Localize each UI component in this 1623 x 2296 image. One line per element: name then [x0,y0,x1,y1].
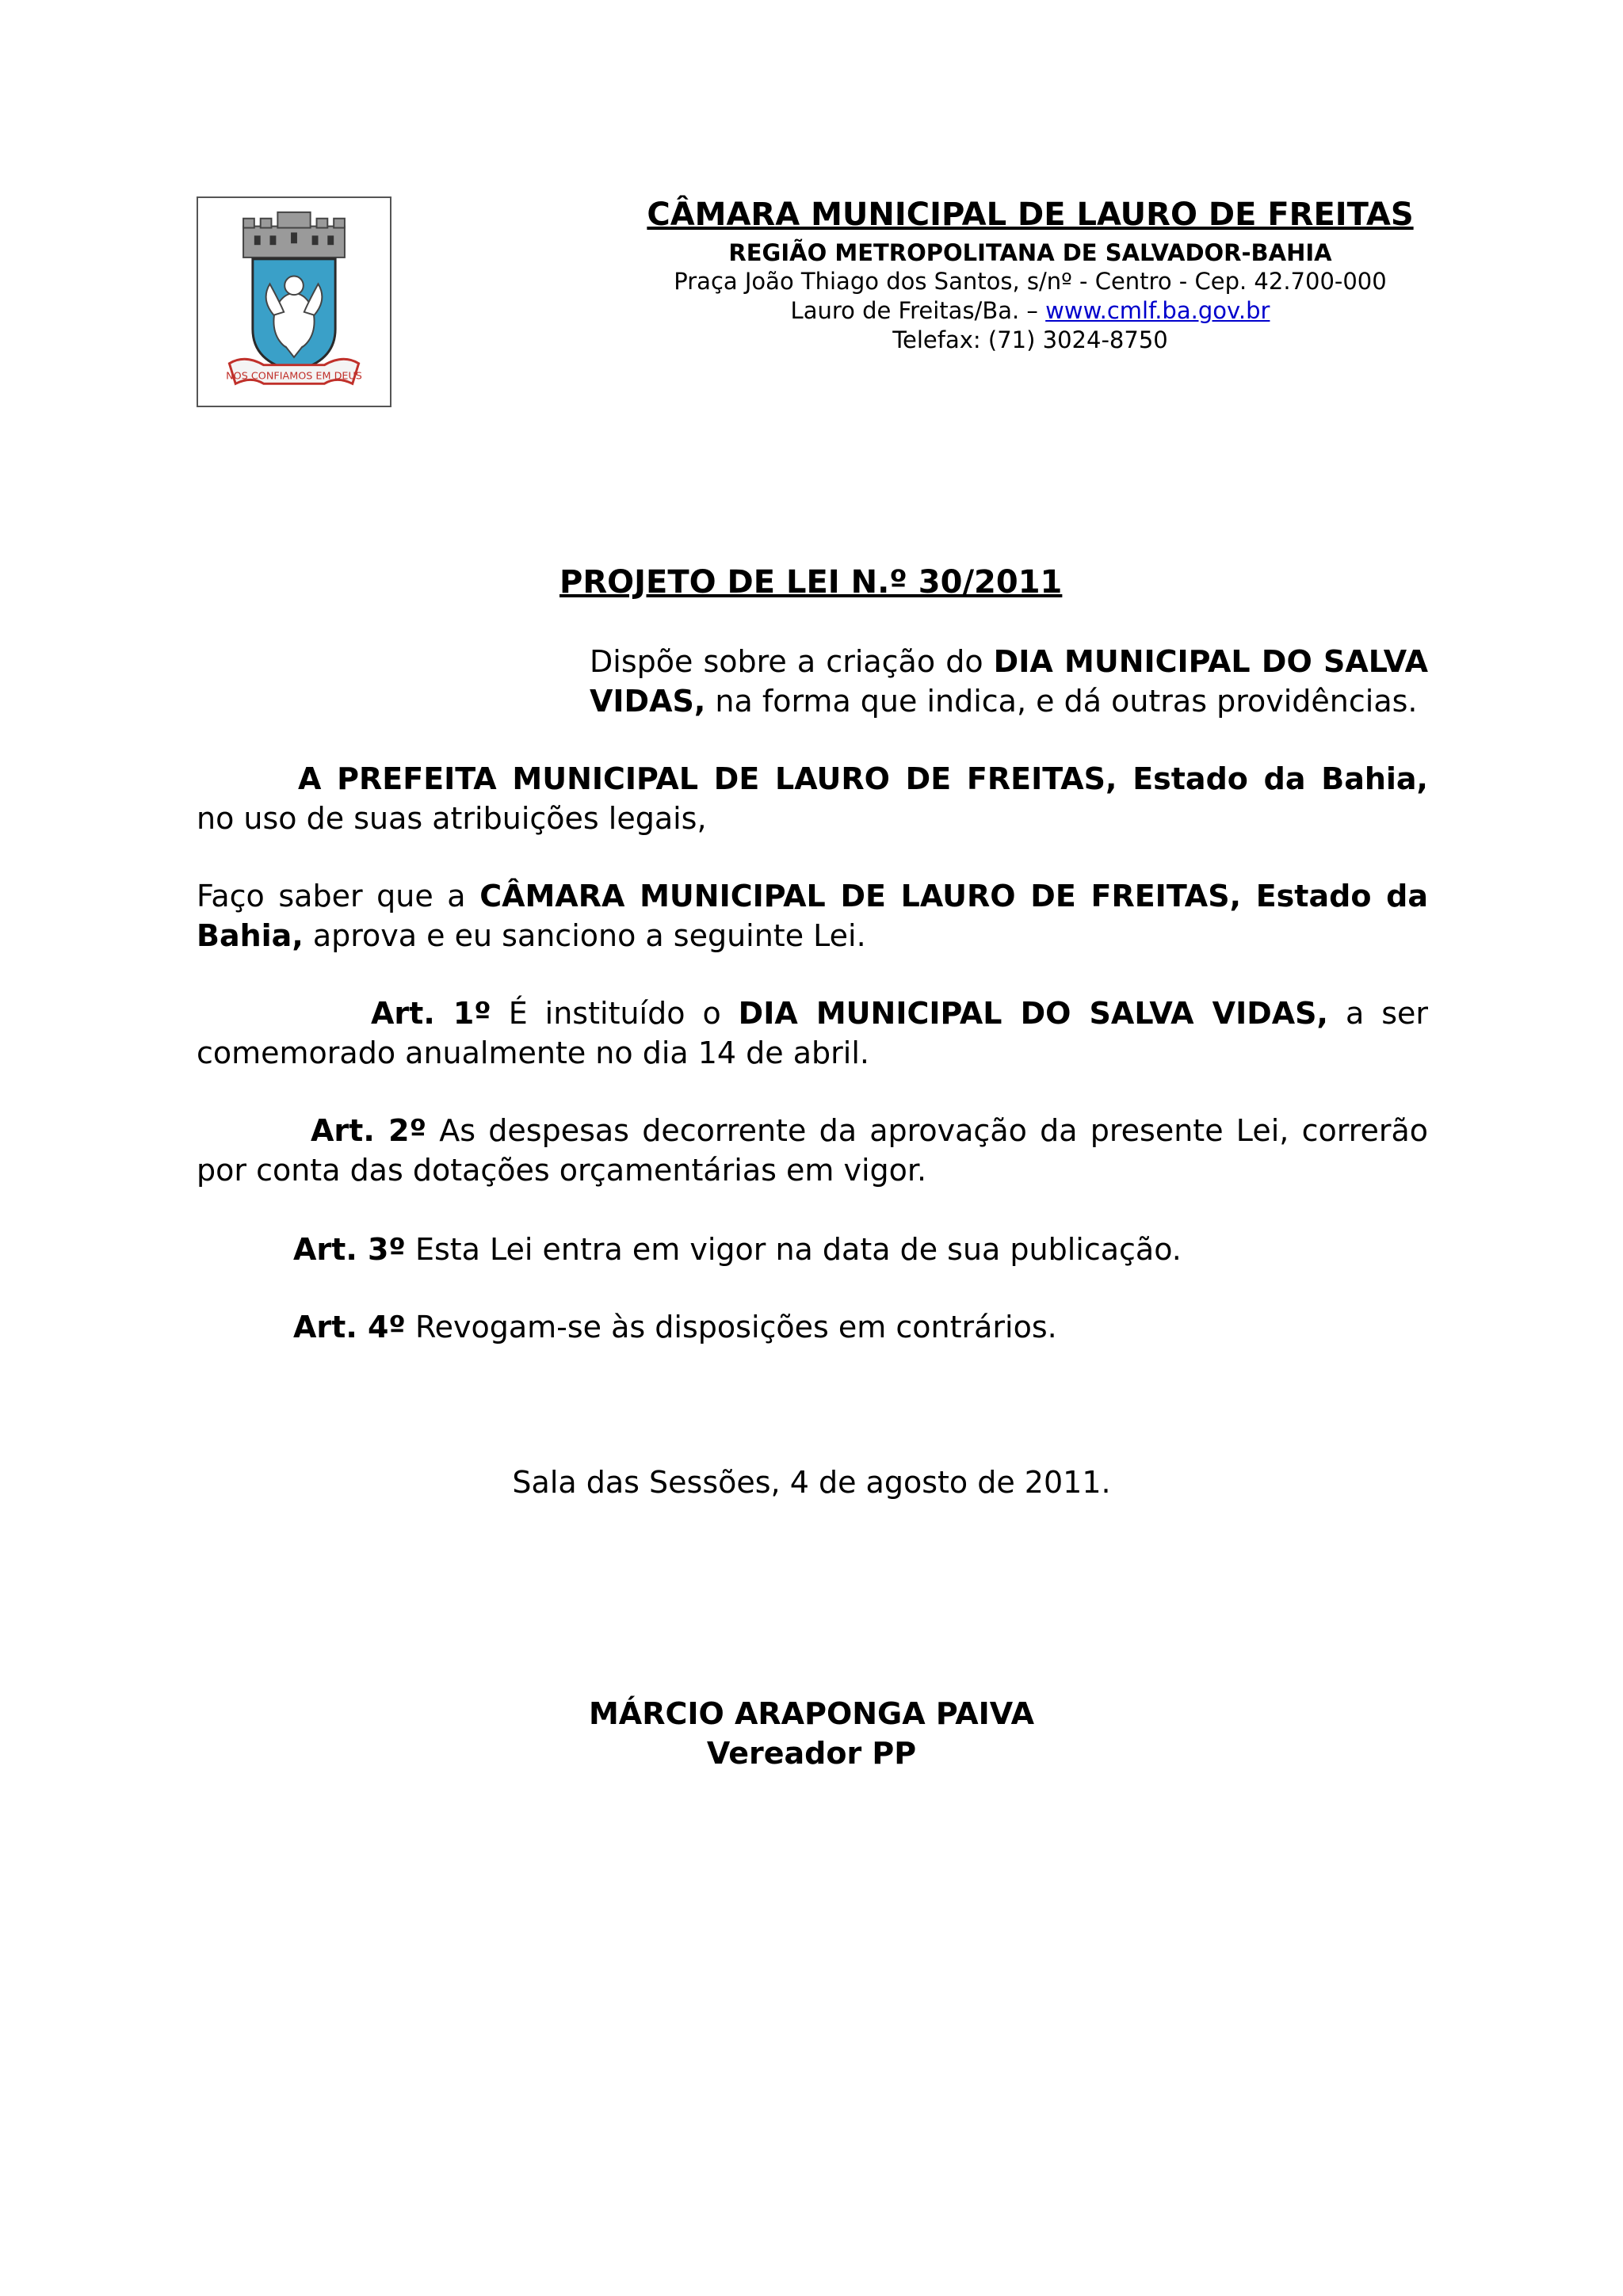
article-1-bold: DIA MUNICIPAL DO SALVA VIDAS, [738,996,1328,1031]
article-1 [197,994,1428,1073]
ementa-paragraph [590,642,1428,721]
article-3-label: Art. 3º [293,1232,406,1267]
enactment-paragraph [197,876,1428,955]
preamble-bold: A PREFEITA MUNICIPAL DE LAURO DE FREITAS, Estado da Bahia, [298,761,1428,796]
region-subtitle: REGIÃO METROPOLITANA DE SALVADOR-BAHIA [728,239,1332,266]
coat-of-arms-logo [197,196,391,407]
ementa-pre: Dispõe sobre a criação do [590,644,994,679]
article-1-post: a ser comemorado anualmente no dia 14 de abril. [197,996,1428,1070]
ementa-post: na forma que indica, e dá outras providências. [705,684,1418,719]
article-4-label: Art. 4º [293,1310,406,1344]
enactment-pre: Faço saber que a [197,879,480,913]
signatory-role: Vereador PP [706,1736,917,1771]
logo-motto-text: NOS CONFIAMOS EM DEUS [226,370,362,383]
address-line: Praça João Thiago dos Santos, s/nº - Centro - Cep. 42.700-000 [674,268,1387,295]
signatory-name: MÁRCIO ARAPONGA PAIVA [588,1696,1035,1731]
enactment-bold: CÂMARA MUNICIPAL DE LAURO DE FREITAS, Estado da Bahia, [197,879,1428,953]
phone-line: Telefax: (71) 3024-8750 [892,326,1168,353]
preamble-post: no uso de suas atribuições legais, [197,801,707,836]
coat-of-arms-icon [198,198,390,406]
chamber-title: CÂMARA MUNICIPAL DE LAURO DE FREITAS [647,196,1414,233]
article-3 [293,1230,1182,1269]
city-website-line [555,297,1506,324]
article-3-text: Esta Lei entra em vigor na data de sua publicação. [405,1232,1182,1267]
article-2-text: As despesas decorrente da aprovação da presente Lei, correrão por conta das dotações orçamentárias em vigor. [197,1113,1428,1188]
bill-title: PROJETO DE LEI N.º 30/2011 [559,564,1063,601]
article-2-label: Art. 2º [311,1113,427,1148]
signature-block [0,1694,1623,1773]
article-1-pre: É instituído o [491,996,739,1031]
ementa-bold: DIA MUNICIPAL DO SALVA VIDAS, [590,644,1428,719]
city-label: Lauro de Freitas/Ba. – [790,297,1046,324]
website-link[interactable]: www.cmlf.ba.gov.br [1045,297,1270,324]
article-4 [293,1307,1057,1347]
article-1-label: Art. 1º [371,996,491,1031]
enactment-post: aprova e eu sanciono a seguinte Lei. [303,918,866,953]
preamble-paragraph [197,759,1428,838]
article-4-text: Revogam-se às disposições em contrários. [405,1310,1057,1344]
article-2 [197,1111,1428,1190]
session-date: Sala das Sessões, 4 de agosto de 2011. [512,1465,1111,1500]
